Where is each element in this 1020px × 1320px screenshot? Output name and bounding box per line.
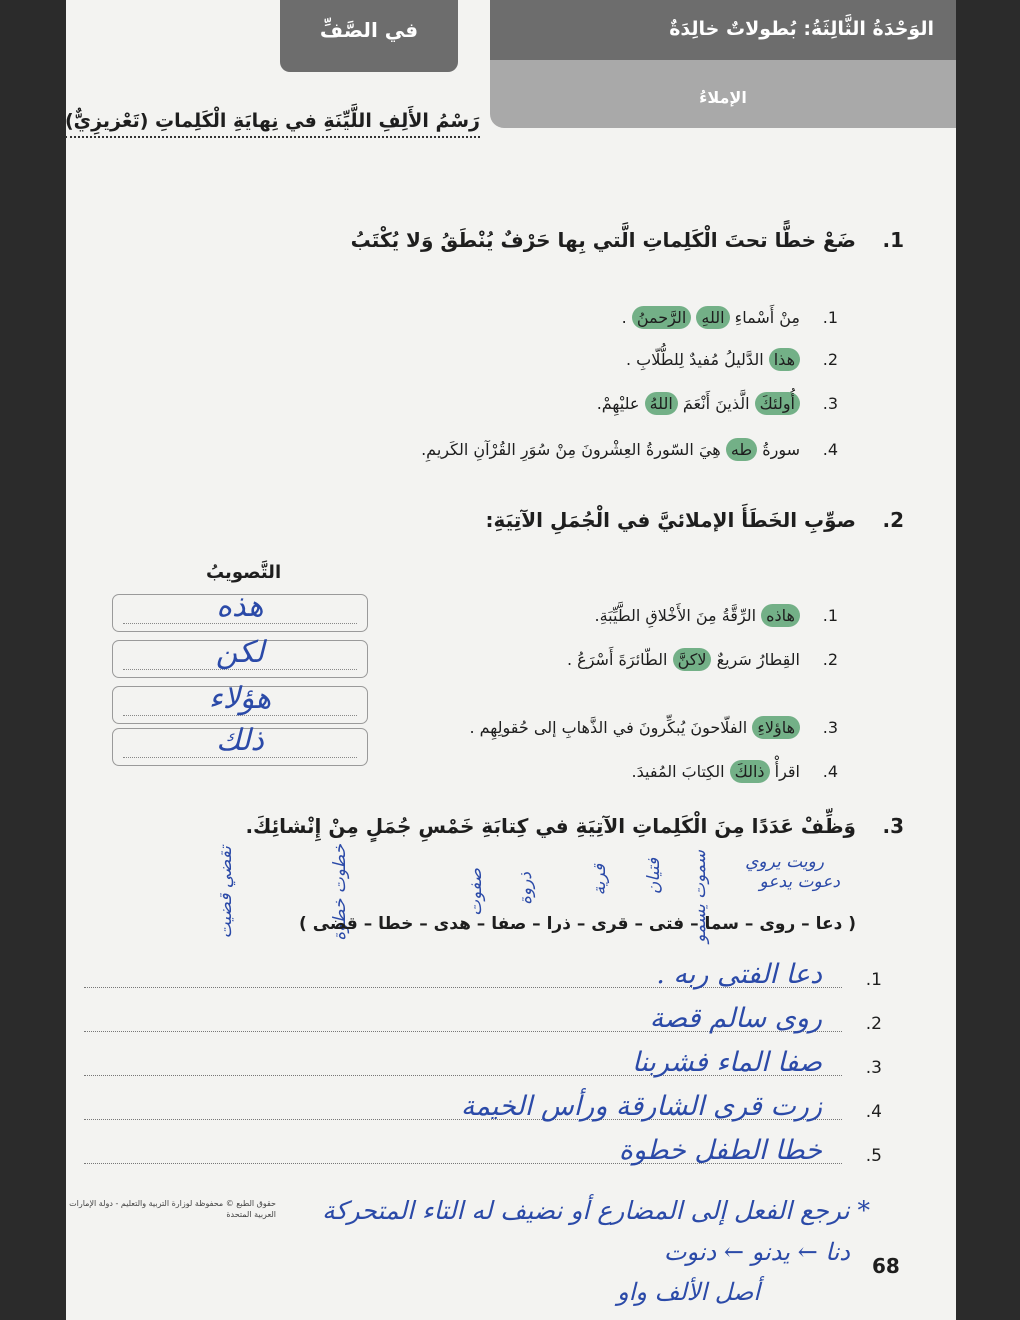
- highlight-mark: الرَّحمنُ: [632, 306, 691, 329]
- annotation-fata: فتيان: [644, 858, 664, 895]
- handwritten-sentence: روى سالم قصة: [649, 1003, 822, 1034]
- answer-line-3[interactable]: 3. صفا الماء فشربنا: [84, 1044, 882, 1084]
- highlight-mark: لاكنَّ: [673, 648, 712, 671]
- correction-field-2[interactable]: [112, 635, 368, 678]
- annotation-daa: دعوت يدعو: [759, 872, 840, 892]
- correction-field-3[interactable]: [112, 681, 368, 724]
- handwritten-sentence: خطا الطفل خطوة: [618, 1135, 822, 1166]
- handwritten-sentence: دعا الفتى ربه .: [656, 959, 822, 990]
- section-bar: الإملاءُ: [490, 60, 956, 128]
- copyright-notice: حقوق الطبع © محفوظة لوزارة التربية والتعليم - دولة الإمارات العربية المتحدة: [69, 1199, 276, 1219]
- answer-line-1[interactable]: 1. دعا الفتى ربه .: [84, 956, 882, 996]
- annotation-thura: ذروة: [516, 872, 536, 905]
- q1-item-4: 4.سورةُ طه هِيَ السّورةُ العِشْرونَ مِنْ سُوَرِ القُرْآنِ الكَريمِ.: [421, 440, 838, 459]
- answer-line-2[interactable]: 2. روى سالم قصة: [84, 1000, 882, 1040]
- question-prompt: ضَعْ خطًّا تحتَ الْكَلِماتِ الَّتي بِها حَرْفٌ يُنْطَقُ وَلا يُكْتَبُ: [350, 228, 856, 252]
- annotation-sama: سموت يسمو: [690, 850, 710, 943]
- handwritten-answer: هؤلاء: [208, 681, 272, 716]
- page-number: 68: [872, 1254, 900, 1278]
- annotation-khata: خطوت خطوة: [330, 844, 350, 941]
- correction-field-1[interactable]: [112, 589, 368, 632]
- annotation-qura: قرية: [590, 864, 610, 896]
- q1-item-1: 1.مِنْ أَسْماءِ اللهِ الرَّحمنُ .: [621, 308, 838, 327]
- handwritten-note-rule: * نرجع الفعل إلى المضارع أو نضيف له التاء المتحركة: [322, 1196, 870, 1225]
- question-2-heading: 2.صوِّبِ الخَطَأَ الإملائيَّ في الْجُمَلِ الآتِيَةِ:: [485, 508, 904, 532]
- highlight-mark: طه: [726, 438, 757, 461]
- highlight-mark: هذا: [769, 348, 800, 371]
- highlight-mark: اللهُ: [645, 392, 678, 415]
- annotation-qada: تقضي قضيت: [216, 846, 236, 939]
- correction-label: التَّصويبُ: [206, 562, 282, 583]
- q2-item-3: 3.هاؤلاءِ الفلّاحونَ يُبكِّرونَ في الذَّهابِ إلى حُقولِهِم .: [469, 718, 838, 737]
- word-bank: ( دعا – روى – سما – فتى – قرى – ذرا – صفا – هدى – خطا – قضى ): [299, 914, 856, 934]
- workbook-page: [66, 0, 956, 1320]
- highlight-mark: أُولئكَ: [755, 392, 800, 415]
- q2-item-1: 1.هاذه الرِّقَّةُ مِنَ الأَخْلاقِ الطَّيِّبَةِ.: [594, 606, 838, 625]
- q1-item-3: 3.أُولئكَ الَّذينَ أَنْعَمَ اللهُ عليْهِمْ.: [596, 394, 838, 413]
- handwritten-answer: هذه: [216, 589, 264, 624]
- lesson-title: رَسْمُ الأَلِفِ اللَّيِّنَةِ في نِهايَةِ الْكَلِماتِ (تَعْزيزِيٌّ): [65, 110, 480, 138]
- highlight-mark: هاذه: [761, 604, 800, 627]
- question-3-heading: 3.وَظِّفْ عَدَدًا مِنَ الْكَلِماتِ الآتِيَةِ في كِتابَةِ خَمْسِ جُمَلٍ مِنْ إِنْشائِكَ.: [245, 814, 904, 838]
- highlight-mark: هاؤلاءِ: [752, 716, 800, 739]
- question-number: 1.: [882, 228, 904, 252]
- handwritten-sentence: صفا الماء فشربنا: [631, 1047, 822, 1078]
- handwritten-answer: لكن: [215, 635, 265, 670]
- answer-line-4[interactable]: 4. زرت قرى الشارقة ورأس الخيمة: [84, 1088, 882, 1128]
- highlight-mark: ذالكَ: [730, 760, 770, 783]
- in-class-tab: في الصَّفِّ: [280, 0, 458, 72]
- unit-title-bar: الوَحْدَةُ الثَّالِثَةُ: بُطولاتٌ خالِدَةٌ: [490, 0, 956, 60]
- handwritten-note-example: دنا ← يدنو ← دنوت: [663, 1238, 850, 1266]
- annotation-safa: صفوت: [466, 868, 486, 916]
- question-1-heading: [351, 228, 904, 252]
- handwritten-note-origin: أصل الألف واو: [617, 1278, 760, 1306]
- annotation-rawa: رويت يروي: [745, 852, 824, 872]
- correction-field-4[interactable]: [112, 723, 368, 766]
- handwritten-sentence: زرت قرى الشارقة ورأس الخيمة: [460, 1091, 822, 1122]
- q2-item-2: 2.القِطارُ سَريعٌ لاكنَّ الطّائرَةَ أَسْرَعُ .: [567, 650, 838, 669]
- handwritten-answer: ذلك: [216, 723, 264, 758]
- q1-item-2: 2.هذا الدَّليلُ مُفيدٌ لِلطُّلّابِ .: [625, 350, 838, 369]
- answer-line-5[interactable]: 5. خطا الطفل خطوة: [84, 1132, 882, 1172]
- highlight-mark: اللهِ: [696, 306, 729, 329]
- q2-item-4: 4.اقرأْ ذالكَ الكِتابَ المُفيدَ.: [631, 762, 838, 781]
